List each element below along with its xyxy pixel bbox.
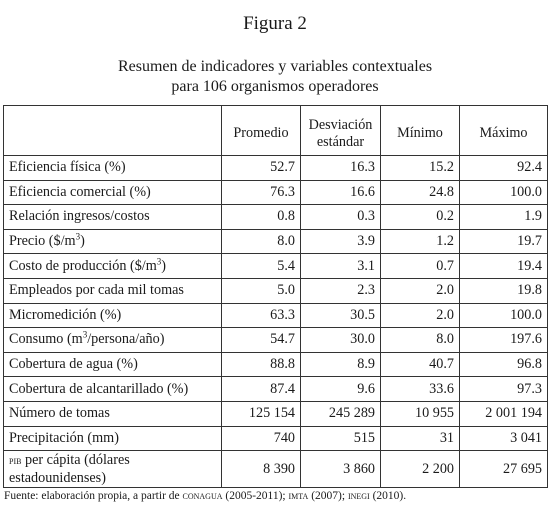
cell-maximo: 92.4 — [460, 156, 548, 181]
row-label: Cobertura de alcantarillado (%) — [4, 377, 222, 402]
cell-desviacion: 3.9 — [301, 229, 381, 254]
cell-desviacion: 30.5 — [301, 303, 381, 328]
cell-maximo: 19.7 — [460, 229, 548, 254]
cell-promedio: 5.4 — [222, 254, 301, 279]
header-desviacion — [301, 106, 381, 156]
cell-maximo: 19.8 — [460, 278, 548, 303]
cell-desviacion: 0.3 — [301, 205, 381, 230]
cell-promedio: 52.7 — [222, 156, 301, 181]
cell-minimo: 2.0 — [381, 278, 460, 303]
table-row — [4, 229, 548, 254]
header-minimo: Mínimo — [381, 106, 460, 156]
table-row — [4, 451, 548, 488]
cell-promedio: 8.0 — [222, 229, 301, 254]
table-row — [4, 254, 548, 279]
header-maximo: Máximo — [460, 106, 548, 156]
cell-minimo: 2.0 — [381, 303, 460, 328]
table-row — [4, 377, 548, 402]
cell-maximo: 3 041 — [460, 426, 548, 451]
cell-desviacion: 30.0 — [301, 328, 381, 353]
cell-maximo: 2 001 194 — [460, 401, 548, 426]
cell-maximo: 197.6 — [460, 328, 548, 353]
cell-promedio: 8 390 — [222, 451, 301, 488]
row-label: Costo de producción $(\$/m^3)$ — [4, 254, 222, 279]
table-row — [4, 328, 548, 353]
row-label: Empleados por cada mil tomas — [4, 278, 222, 303]
table-title-line2: para 106 organismos operadores — [171, 78, 379, 95]
table-row — [4, 278, 548, 303]
cell-minimo: 15.2 — [381, 156, 460, 181]
table-title-line1: Resumen de indicadores y variables contextuales — [117, 58, 433, 75]
cell-desviacion: 8.9 — [301, 352, 381, 377]
cell-desviacion: 9.6 — [301, 377, 381, 402]
cell-maximo: 97.3 — [460, 377, 548, 402]
cell-maximo: 19.4 — [460, 254, 548, 279]
cell-minimo: 10 955 — [381, 401, 460, 426]
row-label: Número de tomas — [4, 401, 222, 426]
cell-promedio: 125 154 — [222, 401, 301, 426]
indicators-table — [3, 105, 548, 488]
source-note: Fuente: elaboración propia, a partir de conagua (2005-2011); imta (2007); inegi (2010). — [4, 490, 407, 503]
cell-desviacion: 2.3 — [301, 278, 381, 303]
cell-promedio: 88.8 — [222, 352, 301, 377]
row-label: Micromedición (%) — [4, 303, 222, 328]
header-desviacion-l2: estándar — [316, 133, 365, 150]
header-row — [4, 106, 548, 156]
cell-promedio: 740 — [222, 426, 301, 451]
table-row — [4, 426, 548, 451]
cell-desviacion: 245 289 — [301, 401, 381, 426]
cell-promedio: 0.8 — [222, 205, 301, 230]
table-row — [4, 352, 548, 377]
row-label: Consumo $(m^3/persona/año)$ — [4, 328, 222, 353]
cell-desviacion: 515 — [301, 426, 381, 451]
cell-minimo: 8.0 — [381, 328, 460, 353]
row-label: Eficiencia física (%) — [4, 156, 222, 181]
cell-promedio: 76.3 — [222, 180, 301, 205]
cell-minimo: 24.8 — [381, 180, 460, 205]
table-row — [4, 303, 548, 328]
cell-minimo: 2 200 — [381, 451, 460, 488]
cell-promedio: 5.0 — [222, 278, 301, 303]
header-promedio: Promedio — [222, 106, 301, 156]
cell-maximo: 27 695 — [460, 451, 548, 488]
cell-maximo: 100.0 — [460, 180, 548, 205]
header-empty — [4, 106, 222, 156]
cell-promedio: 54.7 — [222, 328, 301, 353]
cell-minimo: 33.6 — [381, 377, 460, 402]
row-label: Eficiencia comercial (%) — [4, 180, 222, 205]
cell-minimo: 0.7 — [381, 254, 460, 279]
cell-maximo: 100.0 — [460, 303, 548, 328]
figure-label: Figura 2 — [243, 13, 307, 34]
cell-minimo: 40.7 — [381, 352, 460, 377]
cell-minimo: 0.2 — [381, 205, 460, 230]
row-label: Precio $(\$/m^3)$ — [4, 229, 222, 254]
cell-minimo: 31 — [381, 426, 460, 451]
cell-promedio: 87.4 — [222, 377, 301, 402]
row-label: pib per cápita (dólares estadounidenses) — [4, 451, 222, 488]
row-label: Relación ingresos/costos — [4, 205, 222, 230]
cell-desviacion: 16.6 — [301, 180, 381, 205]
row-label: Cobertura de agua (%) — [4, 352, 222, 377]
cell-minimo: 1.2 — [381, 229, 460, 254]
cell-desviacion: 3.1 — [301, 254, 381, 279]
cell-maximo: 1.9 — [460, 205, 548, 230]
table-row — [4, 205, 548, 230]
cell-desviacion: 16.3 — [301, 156, 381, 181]
table-row — [4, 180, 548, 205]
cell-promedio: 63.3 — [222, 303, 301, 328]
cell-maximo: 96.8 — [460, 352, 548, 377]
table-title — [0, 57, 550, 97]
table-row — [4, 401, 548, 426]
header-desviacion-l1: Desviación — [308, 116, 373, 133]
row-label: Precipitación (mm) — [4, 426, 222, 451]
cell-desviacion: 3 860 — [301, 451, 381, 488]
table-row — [4, 156, 548, 181]
